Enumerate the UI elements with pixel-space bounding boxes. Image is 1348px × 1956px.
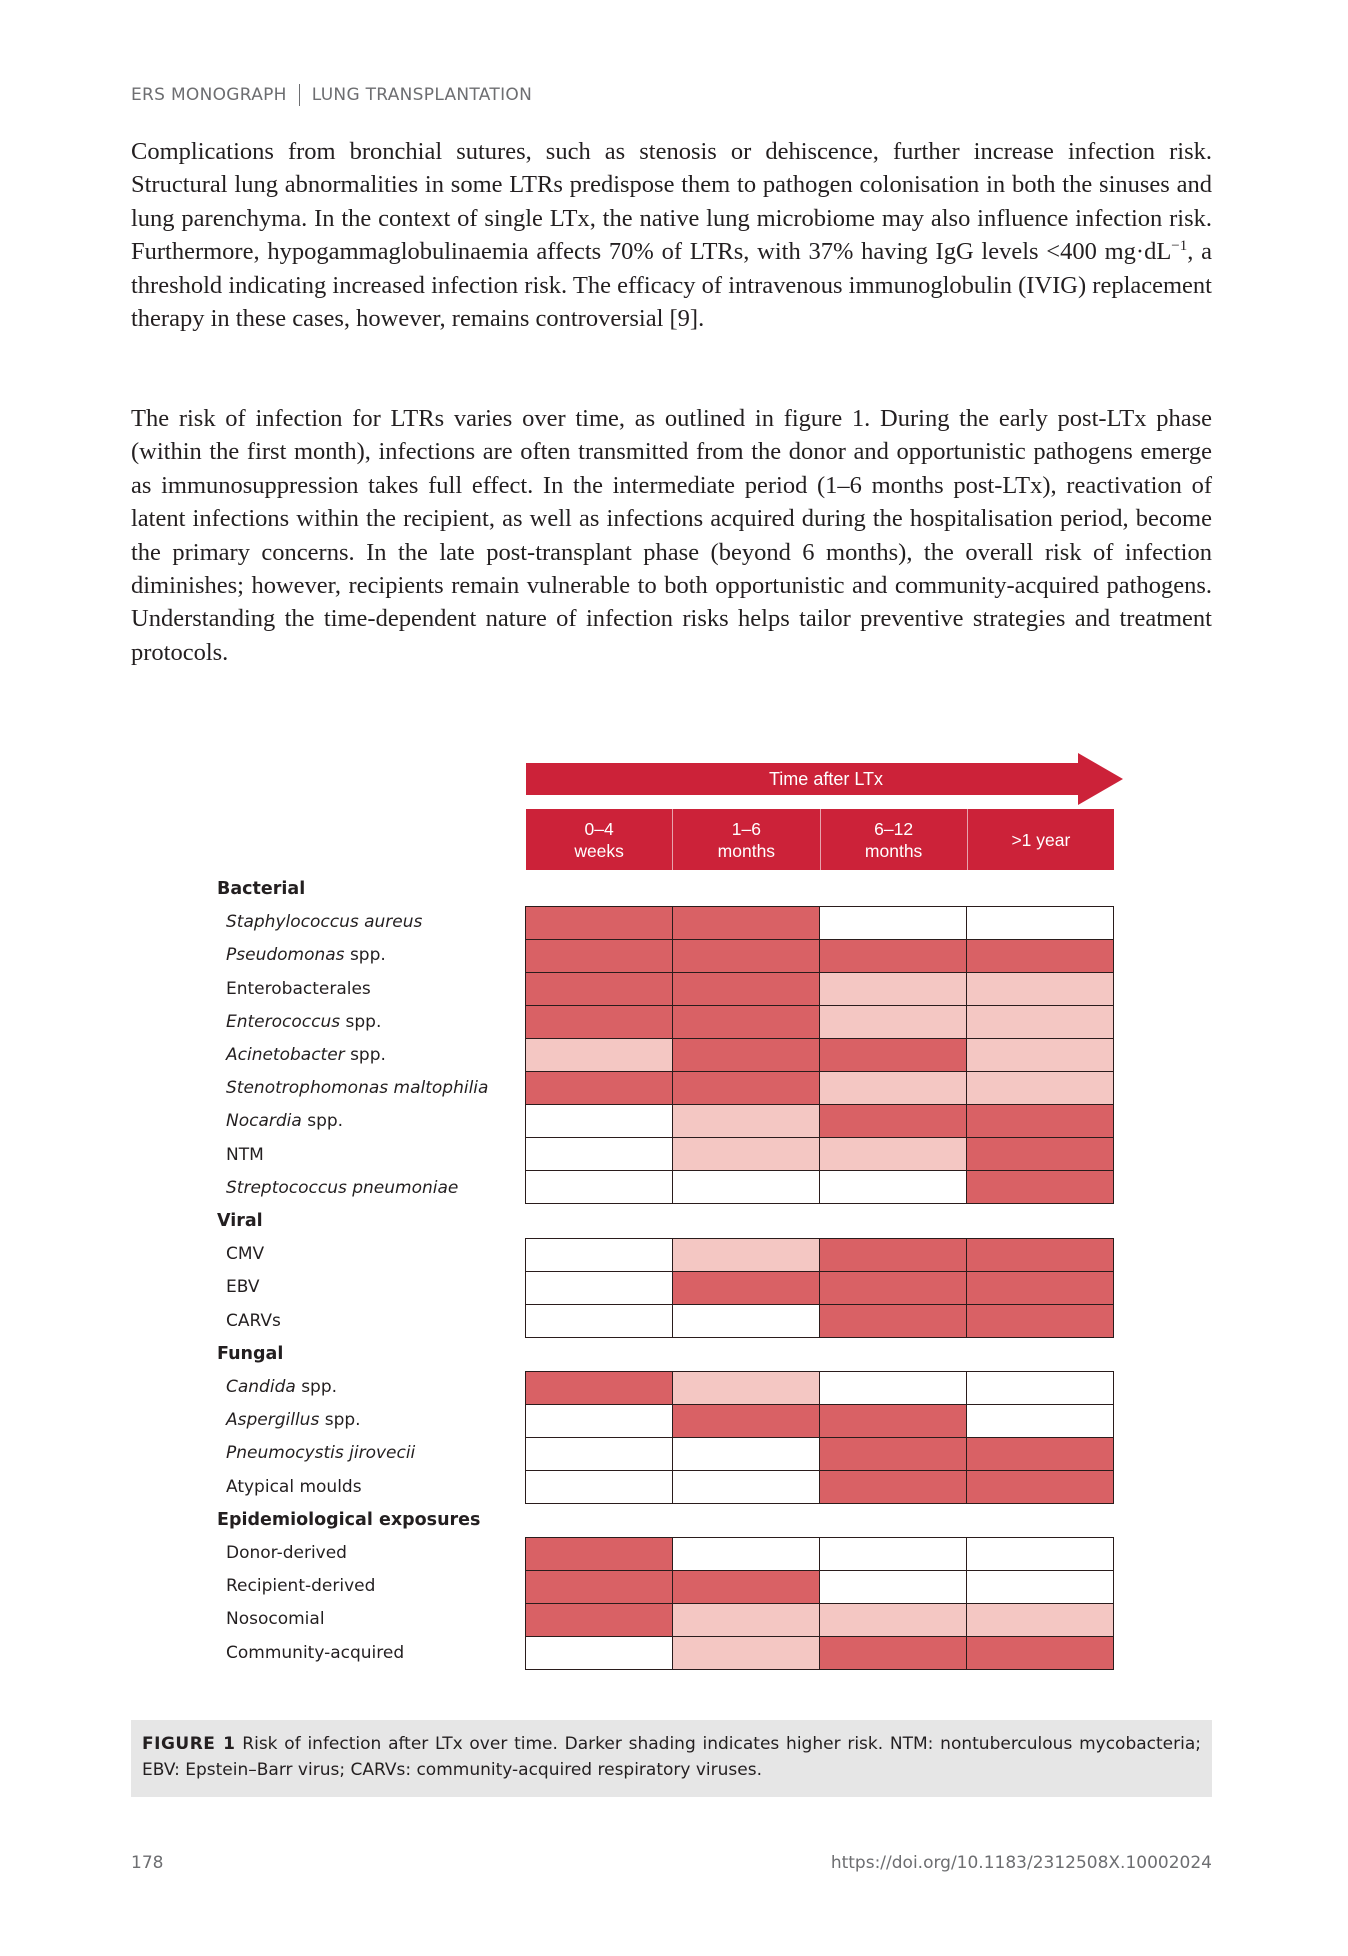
arrow-label: Time after LTx bbox=[768, 769, 884, 789]
pathogen-italic: Stenotrophomonas maltophilia bbox=[226, 1078, 489, 1099]
table-row bbox=[526, 1171, 1114, 1204]
risk-cell bbox=[967, 1006, 1114, 1039]
page-number: 178 bbox=[131, 1853, 164, 1873]
risk-cell bbox=[526, 907, 673, 940]
table-row bbox=[526, 1305, 1114, 1338]
pathogen-label bbox=[226, 1039, 386, 1072]
risk-cell bbox=[820, 1272, 967, 1305]
table-row bbox=[526, 1072, 1114, 1105]
pathogen-label bbox=[226, 1105, 343, 1138]
table-row bbox=[526, 1471, 1114, 1504]
risk-cell bbox=[526, 1006, 673, 1039]
risk-cell bbox=[673, 1171, 820, 1204]
pathogen-plain: spp. bbox=[344, 1045, 386, 1065]
risk-cell bbox=[967, 1438, 1114, 1471]
risk-cell bbox=[526, 1372, 673, 1405]
risk-cell bbox=[967, 973, 1114, 1006]
risk-cell bbox=[526, 1171, 673, 1204]
risk-cell bbox=[967, 1272, 1114, 1305]
pathogen-label bbox=[226, 1371, 337, 1404]
risk-cell bbox=[526, 1438, 673, 1471]
pathogen-plain: CARVs bbox=[226, 1310, 281, 1331]
pathogen-label bbox=[226, 1172, 458, 1205]
pathogen-plain: NTM bbox=[226, 1144, 264, 1165]
risk-cell bbox=[673, 1272, 820, 1305]
risk-cell bbox=[673, 907, 820, 940]
table-row bbox=[526, 973, 1114, 1006]
pathogen-italic: Streptococcus pneumoniae bbox=[226, 1177, 459, 1198]
pathogen-italic: Aspergillus bbox=[226, 1410, 320, 1431]
pathogen-plain: spp. bbox=[301, 1111, 344, 1132]
table-row bbox=[526, 1538, 1114, 1571]
risk-cell bbox=[820, 1105, 967, 1138]
pathogen-italic: Acinetobacter bbox=[226, 1045, 345, 1065]
pathogen-label bbox=[226, 1637, 404, 1670]
risk-cell bbox=[820, 907, 967, 940]
risk-cell bbox=[673, 1006, 820, 1039]
risk-cell bbox=[673, 1105, 820, 1138]
risk-cell bbox=[967, 1571, 1114, 1604]
body-paragraph-2: The risk of infection for LTRs varies over time, as outlined in figure 1. During the early post-LTx phase (within the first month), infections are often transmitted from the donor and opportunistic pathogens emerge as immunosuppression takes full effect. In the intermediate period (1–6 months post-LTx), reactivation of latent infections within the recipient, as well as infections acquired during the hospitalisation period, become the primary concerns. In the late post-transplant phase (beyond 6 months), the overall risk of infection diminishes; however, recipients remain vulnerable to both opportunistic and community-acquired pathogens. Understanding the time-dependent nature of infection risks helps tailor preventive strategies and treatment protocols. bbox=[131, 405, 1212, 666]
risk-cell bbox=[820, 1637, 967, 1670]
risk-cell bbox=[967, 1405, 1114, 1438]
pathogen-italic: Staphylococcus aureus bbox=[226, 912, 423, 933]
risk-cell bbox=[673, 1405, 820, 1438]
risk-cell bbox=[820, 1138, 967, 1171]
risk-cell bbox=[673, 1637, 820, 1670]
risk-cell bbox=[967, 1138, 1114, 1171]
pathogen-plain: Atypical moulds bbox=[226, 1476, 362, 1497]
risk-cell bbox=[820, 973, 967, 1006]
risk-cell bbox=[967, 1372, 1114, 1405]
risk-cell bbox=[967, 1538, 1114, 1571]
table-row bbox=[526, 1006, 1114, 1039]
caption-text: Risk of infection after LTx over time. Darker shading indicates higher risk. NTM: nontuberculous mycobacteria; EBV: Epstein–Barr virus; CARVs: community-acquired respiratory viruses. bbox=[142, 1734, 1201, 1780]
pathogen-label bbox=[226, 973, 371, 1006]
risk-cell bbox=[820, 1006, 967, 1039]
pathogen-italic: Pneumocystis jirovecii bbox=[226, 1443, 416, 1464]
pathogen-plain: spp. bbox=[319, 1410, 361, 1431]
risk-cell bbox=[673, 1039, 820, 1072]
risk-cell bbox=[967, 940, 1114, 973]
paragraph-text: Complications from bronchial sutures, such as stenosis or dehiscence, further increase infection risk. Structural lung abnormalities in some LTRs predispose them to pathogen colonisation in both the sinuses and lung parenchyma. In the context of single LTx, the native lung microbiome may also influence infection risk. Furthermore, hypogammaglobulinaemia affects 70% of LTRs, with 37% having IgG levels <400 mg·dL bbox=[131, 138, 1212, 266]
pathogen-italic: Enterococcus bbox=[226, 1011, 341, 1032]
table-row bbox=[526, 1405, 1114, 1438]
risk-cell bbox=[673, 1471, 820, 1504]
time-arrow bbox=[526, 753, 1123, 805]
risk-cell bbox=[526, 1039, 673, 1072]
pathogen-label bbox=[226, 1437, 415, 1470]
risk-cell bbox=[820, 1372, 967, 1405]
risk-cell bbox=[673, 1438, 820, 1471]
pathogen-plain: Recipient-derived bbox=[226, 1576, 376, 1597]
risk-cell bbox=[967, 1039, 1114, 1072]
risk-cell bbox=[673, 1072, 820, 1105]
risk-cell bbox=[967, 1604, 1114, 1637]
risk-cell bbox=[673, 1239, 820, 1272]
risk-cell bbox=[526, 1405, 673, 1438]
risk-cell bbox=[673, 1372, 820, 1405]
risk-cell bbox=[526, 940, 673, 973]
risk-cell bbox=[526, 1138, 673, 1171]
risk-cell bbox=[526, 1239, 673, 1272]
risk-cell bbox=[526, 1571, 673, 1604]
body-paragraph-1 bbox=[131, 135, 1212, 335]
risk-cell bbox=[967, 1105, 1114, 1138]
pathogen-plain: CMV bbox=[226, 1244, 265, 1265]
column-header: >1 year bbox=[968, 809, 1114, 870]
pathogen-label bbox=[226, 1139, 264, 1172]
header-divider bbox=[299, 84, 300, 106]
pathogen-label bbox=[226, 1238, 264, 1271]
risk-cell bbox=[820, 1538, 967, 1571]
running-head bbox=[131, 84, 532, 106]
table-row bbox=[526, 1272, 1114, 1305]
pathogen-label bbox=[226, 939, 386, 972]
time-column-headers bbox=[526, 809, 1114, 870]
table-row bbox=[526, 1039, 1114, 1072]
pathogen-label bbox=[226, 1006, 381, 1039]
risk-cell bbox=[526, 1272, 673, 1305]
pathogen-plain: EBV bbox=[226, 1277, 260, 1298]
risk-cell bbox=[526, 973, 673, 1006]
risk-grid bbox=[525, 1371, 1114, 1504]
risk-cell bbox=[526, 1105, 673, 1138]
table-row bbox=[526, 1571, 1114, 1604]
risk-cell bbox=[526, 1471, 673, 1504]
risk-grid bbox=[525, 906, 1114, 1204]
pathogen-italic: Pseudomonas bbox=[226, 945, 345, 966]
book-title: LUNG TRANSPLANTATION bbox=[311, 85, 533, 105]
risk-cell bbox=[526, 1538, 673, 1571]
table-row bbox=[526, 1105, 1114, 1138]
group-label: Bacterial bbox=[217, 879, 306, 899]
pathogen-label bbox=[226, 1271, 260, 1304]
risk-cell bbox=[820, 1039, 967, 1072]
risk-cell bbox=[820, 1405, 967, 1438]
risk-cell bbox=[820, 1072, 967, 1105]
risk-cell bbox=[673, 1604, 820, 1637]
risk-cell bbox=[673, 1571, 820, 1604]
superscript-exponent: −1 bbox=[1171, 238, 1188, 255]
risk-cell bbox=[526, 1305, 673, 1338]
risk-cell bbox=[967, 1637, 1114, 1670]
table-row bbox=[526, 1138, 1114, 1171]
risk-cell bbox=[673, 1538, 820, 1571]
risk-cell bbox=[820, 1571, 967, 1604]
table-row bbox=[526, 1637, 1114, 1670]
risk-cell bbox=[673, 940, 820, 973]
group-label: Epidemiological exposures bbox=[217, 1509, 481, 1530]
risk-cell bbox=[967, 1171, 1114, 1204]
group-label: Fungal bbox=[217, 1343, 284, 1364]
risk-cell bbox=[967, 1471, 1114, 1504]
group-label: Viral bbox=[217, 1211, 263, 1231]
series-name: ERS MONOGRAPH bbox=[131, 85, 287, 105]
risk-grid bbox=[525, 1238, 1114, 1338]
pathogen-italic: Candida bbox=[226, 1377, 296, 1397]
pathogen-label bbox=[226, 1404, 361, 1437]
pathogen-italic: Nocardia bbox=[226, 1111, 302, 1132]
table-row bbox=[526, 1438, 1114, 1471]
risk-cell bbox=[820, 1471, 967, 1504]
risk-cell bbox=[526, 1072, 673, 1105]
paragraph-text: , a threshold indicating increased infection risk. The efficacy of intravenous immunoglobulin (IVIG) replacement therapy in these cases, however, remains controversial [9]. bbox=[131, 238, 1213, 333]
table-row bbox=[526, 1372, 1114, 1405]
risk-cell bbox=[967, 1305, 1114, 1338]
pathogen-label bbox=[226, 1537, 347, 1570]
risk-cell bbox=[820, 1171, 967, 1204]
caption-label: FIGURE 1 bbox=[142, 1734, 236, 1754]
pathogen-plain: spp. bbox=[340, 1011, 382, 1032]
pathogen-plain: Community-acquired bbox=[226, 1642, 405, 1663]
pathogen-plain: spp. bbox=[295, 1377, 338, 1397]
risk-cell bbox=[526, 1637, 673, 1670]
pathogen-plain: spp. bbox=[344, 945, 386, 966]
pathogen-label bbox=[226, 1072, 488, 1105]
risk-cell bbox=[820, 1305, 967, 1338]
risk-cell bbox=[820, 1438, 967, 1471]
pathogen-plain: Nosocomial bbox=[226, 1609, 325, 1630]
column-header: 1–6 months bbox=[673, 809, 820, 870]
risk-cell bbox=[673, 1138, 820, 1171]
pathogen-label bbox=[226, 1603, 325, 1636]
risk-cell bbox=[673, 1305, 820, 1338]
risk-cell bbox=[820, 940, 967, 973]
table-row bbox=[526, 907, 1114, 940]
risk-cell bbox=[967, 1072, 1114, 1105]
risk-cell bbox=[526, 1604, 673, 1637]
pathogen-plain: Enterobacterales bbox=[226, 978, 371, 999]
risk-grid bbox=[525, 1537, 1114, 1670]
table-row bbox=[526, 1604, 1114, 1637]
column-header: 0–4 weeks bbox=[526, 809, 673, 870]
pathogen-label bbox=[226, 1305, 281, 1338]
risk-cell bbox=[967, 907, 1114, 940]
risk-cell bbox=[673, 973, 820, 1006]
risk-cell bbox=[820, 1239, 967, 1272]
table-row bbox=[526, 940, 1114, 973]
doi-link[interactable]: https://doi.org/10.1183/2312508X.10002024 bbox=[830, 1853, 1212, 1873]
pathogen-label bbox=[226, 1570, 375, 1603]
risk-cell bbox=[967, 1239, 1114, 1272]
pathogen-label bbox=[226, 906, 422, 939]
figure-caption bbox=[131, 1720, 1212, 1797]
pathogen-label bbox=[226, 1471, 362, 1504]
pathogen-plain: Donor-derived bbox=[226, 1543, 347, 1563]
risk-cell bbox=[820, 1604, 967, 1637]
table-row bbox=[526, 1239, 1114, 1272]
column-header: 6–12 months bbox=[821, 809, 968, 870]
